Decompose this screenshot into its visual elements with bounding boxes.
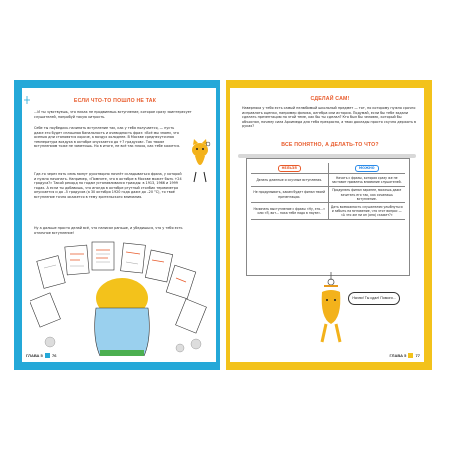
- comparison-board: [246, 158, 410, 276]
- table-cell: Дать возможность слушателям улыбнуться и забыть на мгновение, что этот вопрос — «А что же ни он (она) скажет?»: [328, 203, 405, 220]
- table-cell: Продумать финал заранее, можешь даже зачитать его так, как сочинишь вступление.: [328, 186, 405, 203]
- chapter-square-icon: [408, 353, 413, 358]
- table-cell: Не продумывать, каким будет финал твоей презентации.: [251, 186, 328, 203]
- table-cell: Делать длинные и скучные вступления.: [251, 174, 328, 186]
- table-row: [251, 186, 405, 203]
- paragraph: Себе ты поубедись начинать вступление так, как у тебя получается, — пусть даже это будет сплошная банальность и очевидность фраз: «Всё мы знаем, что осенью дни становятся короче, а воздух холоднее. В Москве среднесуточная температура воздуха в октябре опускается до +7 градусов». Так твоим вступлениям тоже не заметишь. Но в итоге, не всё так плохо, как тебе кажется.: [34, 126, 181, 149]
- paragraph: Ну а дальше просто делай всё, что написал раньше, и убедишься, что у тебя есть отличное вступление!: [34, 226, 183, 235]
- chapter-label: ГЛАВА 5: [26, 352, 43, 358]
- hanging-cat-icon: [312, 272, 350, 350]
- paragraph: Где-то через пять семь минут рукотворно начнёт складываться фраза, у которой и нужно начинать. Например, «Помните, что в октябре в Москве может быть +24 градуса?» Такой рекорд по годам устанавливался трижды: в 1913, 1966 и 1999 годах. А если ты добавишь, что иногда в октябре ртутный столбик термометра опускается и до –5 градусов (а 30 октября 1920 года даже до –20 °С), то твоё вступление точно окажется в тему зрительского внимания.: [34, 172, 182, 199]
- bad-column-header: НЕЛЬЗЯ: [278, 165, 301, 172]
- table-header-row: [251, 163, 405, 174]
- left-page: [14, 80, 220, 370]
- page-number: 76: [52, 352, 57, 358]
- comparison-table: [251, 163, 405, 220]
- intro-paragraph: Наверняка у тебя есть самый нелюбимый школьный предмет — тот, по которому нужно срочно исправлять оценки, например физика, алгебра или история. Подумай, если бы тебе задали сделать презентацию по этой теме, как бы ты сделал? Кто был бы человек, который бы объяснял, почему сила Архимеда для тебя прекрасна, а твои доклады просто скучно держать в руках?: [242, 106, 417, 129]
- section-heading: ЕСЛИ ЧТО-ТО ПОШЛО НЕ ТАК: [73, 98, 157, 104]
- section-heading: СДЕЛАЙ САМ!: [310, 96, 350, 102]
- table-row: [251, 203, 405, 220]
- chapter-label: ГЛАВА 5: [389, 352, 407, 358]
- cat-mascot-icon: [188, 138, 212, 184]
- right-page: [226, 80, 432, 370]
- speech-bubble: Начни! Ты сдал! Помоги...: [348, 292, 400, 305]
- paragraph: …И ты чувствуешь, что никак не продвинешь вступление, которое сразу заинтересует слушателей, попробуй такую хитрость.: [34, 110, 192, 119]
- table-cell: Начинать выступление с фразы «Ну, это...» или «Я, вот... пока тебе надо в паузе».: [251, 203, 328, 220]
- footer: [26, 353, 56, 358]
- table-row: [251, 174, 405, 186]
- chapter-square-icon: [45, 353, 50, 358]
- page-number: 77: [415, 352, 420, 358]
- boy-with-papers-illustration: [30, 238, 212, 356]
- footer: [390, 353, 420, 358]
- section-heading: ВСЕ ПОНЯТНО, А ДЕЛАТЬ-ТО ЧТО?: [281, 142, 379, 148]
- table-cell: Начать с фразы, которая сразу же не заставит привлечь внимание слушателей.: [328, 174, 405, 186]
- good-column-header: МОЖНО: [355, 165, 379, 172]
